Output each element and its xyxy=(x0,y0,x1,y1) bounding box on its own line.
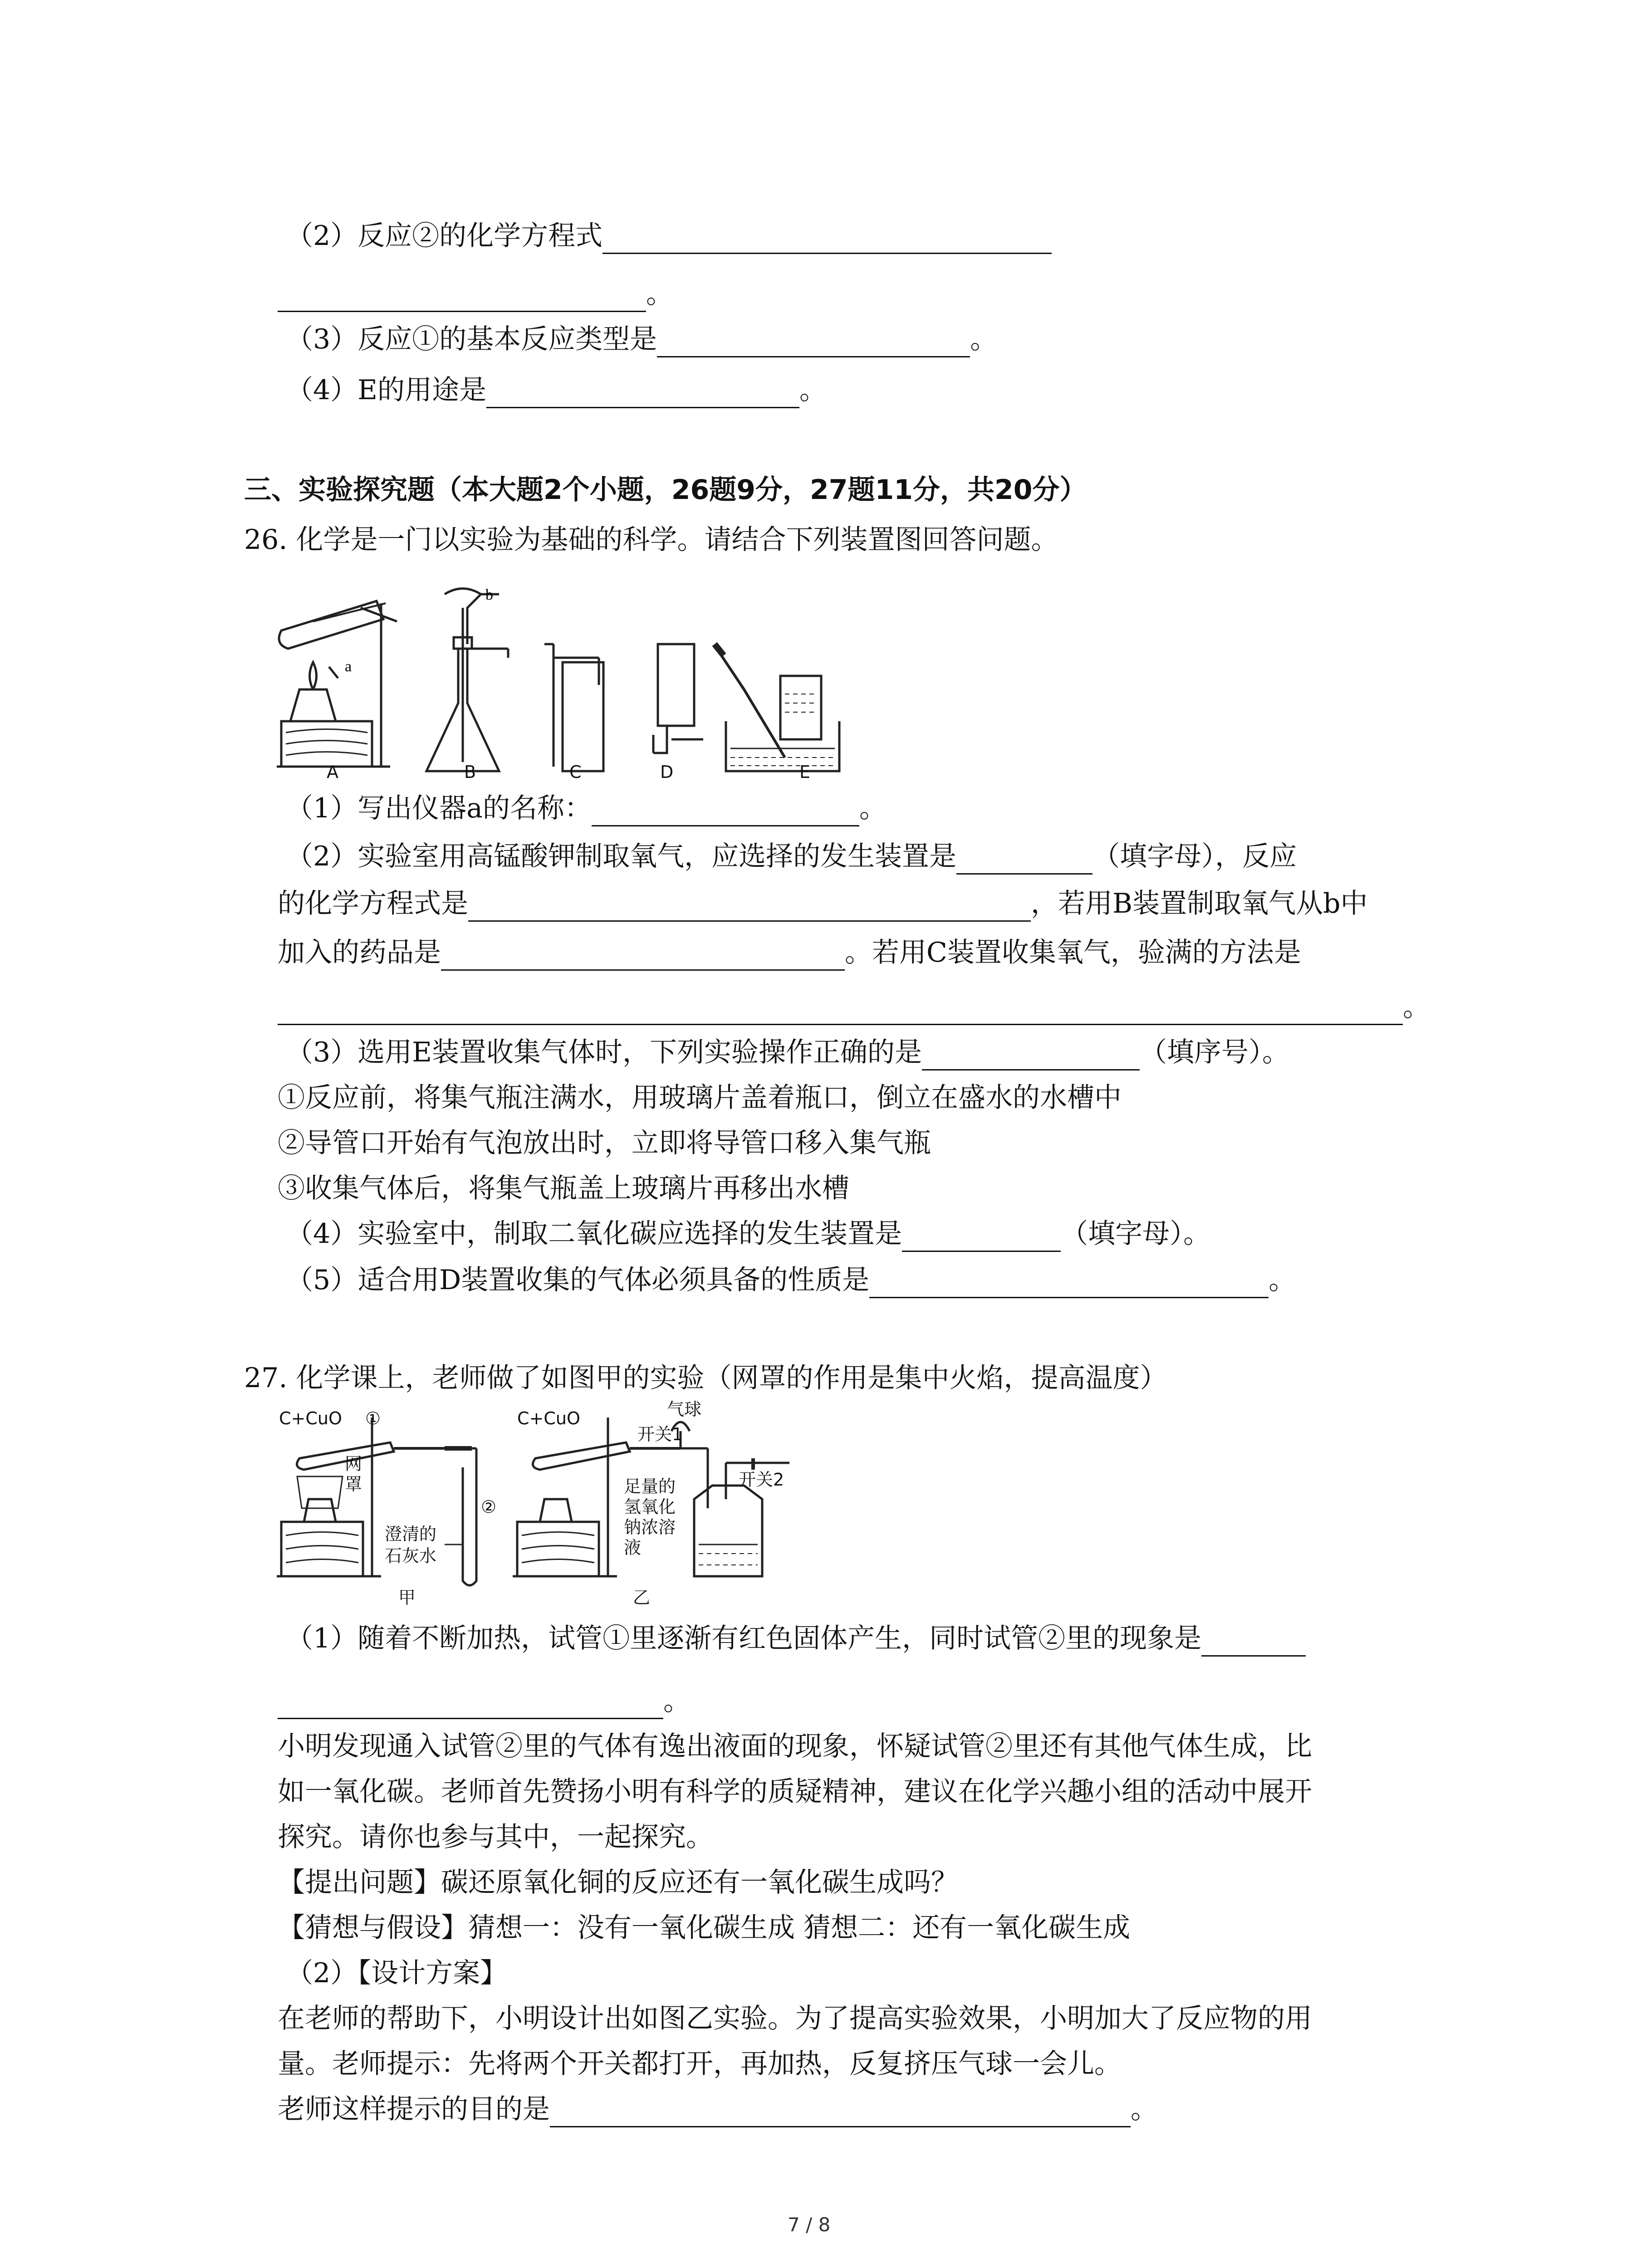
q27-1-line2: 。 xyxy=(278,1683,691,1719)
limewater-label-2: 石灰水 xyxy=(385,1546,437,1566)
q27-1: （1）随着不断加热，试管①里逐渐有红色固体产生，同时试管②里的现象是 xyxy=(286,1620,1306,1657)
naoh-label-2: 氢氧化 xyxy=(624,1497,676,1517)
wood-block xyxy=(281,721,372,767)
apparatus-label-c: C xyxy=(569,762,582,782)
q25-2-label: （2）反应②的化学方程式 xyxy=(286,220,603,252)
q27-2-purpose: 老师这样提示的目的是 。 xyxy=(278,2091,1158,2127)
q26-3-option-3: ③收集气体后，将集气瓶盖上玻璃片再移出水槽 xyxy=(278,1173,849,1204)
answer-blank[interactable] xyxy=(657,328,970,357)
answer-blank[interactable] xyxy=(902,1222,1061,1252)
q26-3: （3）选用E装置收集气体时，下列实验操作正确的是 （填序号）。 xyxy=(286,1034,1289,1070)
q26-2-line4: 。 xyxy=(278,989,1430,1025)
answer-blank[interactable] xyxy=(441,941,845,971)
answer-blank[interactable] xyxy=(468,892,1031,922)
answer-blank[interactable] xyxy=(278,996,1403,1025)
answer-blank[interactable] xyxy=(486,379,799,408)
net-label-1: 网 xyxy=(345,1454,362,1474)
inlet-b-label: b xyxy=(485,587,493,603)
reactant-label: C+CuO xyxy=(279,1408,342,1428)
paragraph-line-2: 如一氧化碳。老师首先赞扬小明有科学的质疑精神，建议在化学兴趣小组的活动中展开 xyxy=(278,1776,1312,1808)
limewater-label-1: 澄清的 xyxy=(385,1524,437,1544)
caption-yi: 乙 xyxy=(633,1588,651,1608)
answer-blank[interactable] xyxy=(592,797,859,826)
apparatus-label-a: A xyxy=(327,762,338,782)
section-heading: 三、实验探究题（本大题2个小题，26题9分，27题11分，共20分） xyxy=(244,474,1087,506)
q26-2-line3: 加入的药品是 。若用C装置收集氧气，验满的方法是 xyxy=(278,934,1301,971)
switch-2-label: 开关2 xyxy=(739,1470,784,1490)
switch-1-label: 开关1 xyxy=(637,1424,683,1444)
answer-blank[interactable] xyxy=(922,1041,1140,1070)
apparatus-label-b: B xyxy=(464,762,476,782)
answer-blank[interactable] xyxy=(550,2098,1131,2127)
answer-blank[interactable] xyxy=(603,225,1052,254)
question-raised: 【提出问题】碳还原氧化铜的反应还有一氧化碳生成吗？ xyxy=(278,1867,958,1898)
q26-2-line1: （2）实验室用高锰酸钾制取氧气，应选择的发生装置是 （填字母），反应 xyxy=(286,838,1297,875)
q27-stem: 27. 化学课上，老师做了如图甲的实验（网罩的作用是集中火焰，提高温度） xyxy=(244,1362,1167,1394)
q25-4-text: （4）E的用途是 。 xyxy=(286,372,827,408)
q25-2-text xyxy=(286,218,1052,254)
q26-2-line2: 的化学方程式是 ，若用B装置制取氧气从b中 xyxy=(278,885,1368,922)
apparatus-label-d: D xyxy=(660,762,674,782)
apparatus-label-e: E xyxy=(799,762,811,782)
tube-1-label: ① xyxy=(365,1408,381,1428)
q26-1: （1）写出仪器a的名称： 。 xyxy=(286,790,887,826)
answer-blank[interactable] xyxy=(278,1690,663,1719)
paragraph-line-8: 量。老师提示：先将两个开关都打开，再加热，反复挤压气球一会儿。 xyxy=(278,2048,1122,2080)
q26-4: （4）实验室中，制取二氧化碳应选择的发生装置是 （填字母）。 xyxy=(286,1216,1210,1252)
answer-blank[interactable] xyxy=(1201,1627,1306,1657)
naoh-label-4: 液 xyxy=(624,1538,642,1558)
naoh-label-1: 足量的 xyxy=(624,1476,676,1496)
paragraph-line-3: 探究。请你也参与其中，一起探究。 xyxy=(278,1821,713,1853)
design-heading: （2）【设计方案】 xyxy=(286,1957,508,1989)
q26-3-option-2: ②导管口开始有气泡放出时，立即将导管口移入集气瓶 xyxy=(278,1127,931,1159)
answer-blank[interactable] xyxy=(278,283,646,312)
experiment-figure-27 xyxy=(272,1408,817,1617)
q26-5: （5）适合用D装置收集的气体必须具备的性质是 。 xyxy=(286,1262,1296,1298)
paragraph-line-1: 小明发现通入试管②里的气体有逸出液面的现象，怀疑试管②里还有其他气体生成，比 xyxy=(278,1730,1312,1762)
q25-3-text: （3）反应①的基本反应类型是 。 xyxy=(286,321,997,357)
apparatus-figure-26 xyxy=(272,576,876,785)
q25-2-line2: 。 xyxy=(278,276,673,312)
paragraph-line-7: 在老师的帮助下，小明设计出如图乙实验。为了提高实验效果，小明加大了反应物的用 xyxy=(278,2003,1312,2034)
page-number: 7 / 8 xyxy=(788,2214,831,2236)
tube-2-label: ② xyxy=(481,1497,497,1517)
q26-3-option-1: ①反应前，将集气瓶注满水，用玻璃片盖着瓶口，倒立在盛水的水槽中 xyxy=(278,1082,1122,1114)
q26-stem: 26. 化学是一门以实验为基础的科学。请结合下列装置图回答问题。 xyxy=(244,524,1058,556)
answer-blank[interactable] xyxy=(869,1269,1269,1298)
caption-jia: 甲 xyxy=(398,1588,416,1608)
net-label-2: 罩 xyxy=(345,1474,362,1494)
reactant-label-2: C+CuO xyxy=(517,1408,580,1428)
answer-blank[interactable] xyxy=(956,845,1092,875)
hypothesis: 【猜想与假设】猜想一：没有一氧化碳生成 猜想二：还有一氧化碳生成 xyxy=(278,1912,1131,1944)
instrument-a-label: a xyxy=(345,658,352,675)
naoh-label-3: 钠浓溶 xyxy=(624,1517,676,1537)
balloon-label: 气球 xyxy=(667,1399,702,1419)
